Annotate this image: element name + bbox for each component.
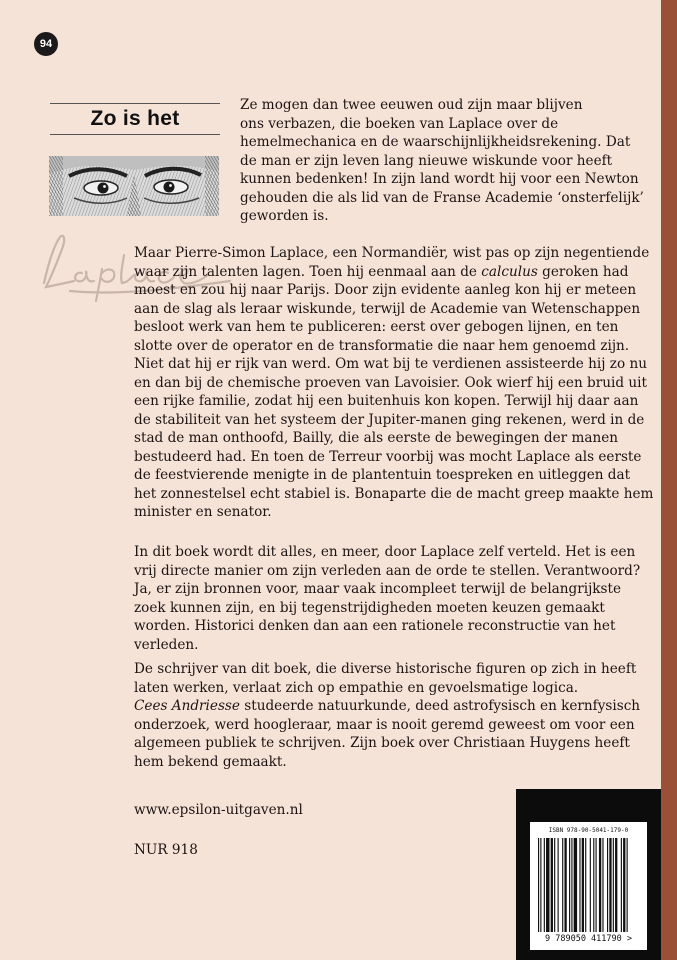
- book-approach-paragraph: In dit boek wordt dit alles, en meer, door Laplace zelf verteld. Het is een vrij directe manier om zijn verleden aan de orde te stellen. Verantwoord? Ja, er zijn bronnen voor, maar vaak incompleet terwijl de belangrijkste zoek kunnen zijn, en bij tegenstrijdigheden moeten keuzen gemaakt worden. Historici denken dan aan een rationele reconstructie van het verleden.: [134, 544, 641, 653]
- paragraph-text: Maar Pierre-Simon Laplace, een Normandiër, wist pas op zijn negentiende waar zijn talenten lagen. Toen hij eenmaal aan de: [134, 245, 650, 280]
- barcode-label: [530, 822, 647, 950]
- barcode-digits: 9 789050 411790 >: [545, 934, 632, 944]
- calculus-term: calculus: [481, 263, 538, 280]
- intro-line: hemelmechanica en de waarschijnlijkheidsrekening. Dat: [240, 134, 631, 150]
- paragraph-text: De schrijver van dit boek, die diverse historische figuren op zich in heeft laten werken, verlaat zich op empathie en gevoelsmatige logica.: [134, 661, 637, 696]
- author-paragraph: [134, 660, 654, 771]
- intro-line: geworden is.: [240, 208, 329, 224]
- intro-line: ons verbazen, die boeken van Laplace over de: [240, 115, 559, 132]
- intro-paragraph: [134, 96, 654, 226]
- barcode-bars: [530, 822, 647, 950]
- intro-line: de man er zijn leven lang nieuwe wiskunde voor heeft: [240, 152, 613, 169]
- nur-code: NUR 918: [134, 842, 198, 858]
- page-number-badge: 94: [34, 32, 58, 56]
- intro-line: Ze mogen dan twee eeuwen oud zijn maar blijven: [240, 97, 583, 113]
- intro-line: gehouden die als lid van de Franse Academie ‘onsterfelijk’: [240, 189, 644, 206]
- author-name: Cees Andriesse: [134, 698, 240, 714]
- barcode-frame: [516, 789, 661, 960]
- publisher-website: www.epsilon-uitgaven.nl: [134, 802, 303, 818]
- paragraph-text: geroken had moest en zou hij naar Parijs. Door zijn evidente aanleg kon hij er meteen aan de slag als leraar wiskunde, terwijl de Academie van Wetenschappen besloot werk van hem te publiceren: eerst over gebogen lijnen, en ten slotte over de operator en de transformatie die naar hem genoemd zijn. Niet dat hij er rijk van werd. Om wat bij te verdienen assisteerde hij zo nu en dan bij de chemische proeven van Lavoisier. Ook wierf hij een bruid uit een rijke familie, zodat hij een buitenhuis kon kopen. Terwijl hij daar aan de stabiliteit van het systeem der Jupiter-manen ging rekenen, werd in de stad de man onthoofd, Bailly, die als eerste de bewegingen der manen bestudeerd had. En toen de Terreur voorbij was mocht Laplace als eerste de feestvierende menigte in de plantentuin toespreken en uitleggen dat het zonnestelsel echt stabiel is. Bonaparte die de macht greep maakte hem minister en senator.: [134, 263, 654, 520]
- isbn-text: ISBN 978-90-5041-179-0: [548, 827, 629, 834]
- laplace-biography-paragraph: [134, 244, 654, 522]
- section-heading: Zo is het: [90, 107, 180, 130]
- paragraph-text: studeerde natuurkunde, deed astrofysisch en kernfysisch onderzoek, werd hoogleraar, maar is nooit geremd geweest om voor een algemeen publiek te schrijven. Zijn boek over Christiaan Huygens heeft hem bekend gemaakt.: [134, 698, 641, 770]
- intro-line: kunnen bedenken! In zijn land wordt hij voor een Newton: [240, 171, 639, 187]
- book-spine-strip: [661, 0, 677, 960]
